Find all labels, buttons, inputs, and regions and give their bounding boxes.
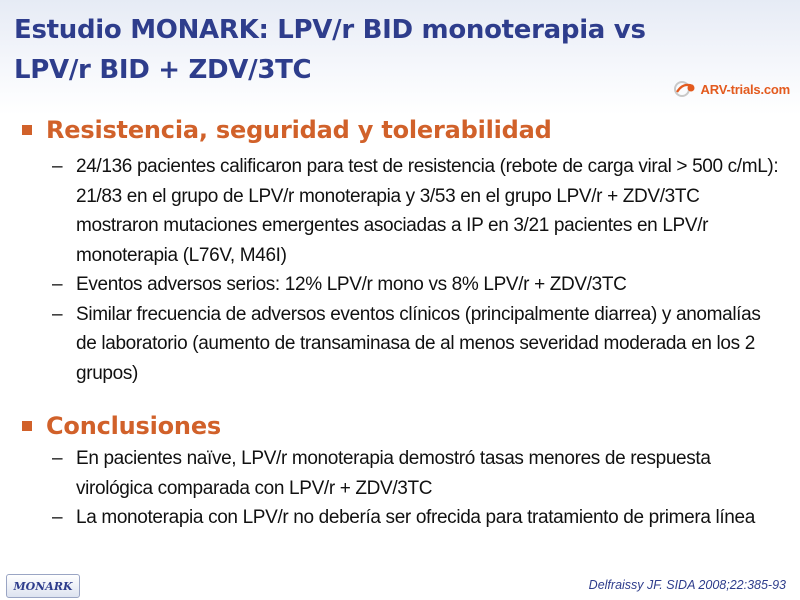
slide-title <box>14 10 654 90</box>
list-item <box>14 444 784 503</box>
list-item-text: Eventos adversos serios: 12% LPV/r mono vs 8% LPV/r + ZDV/3TC <box>76 274 627 295</box>
dash-bullet-icon: – <box>52 303 63 325</box>
list-item-text: En pacientes naïve, LPV/r monoterapia demostró tasas menores de respuesta virológica comparada con LPV/r + ZDV/3TC <box>76 448 711 499</box>
list-item-text: 24/136 pacientes calificaron para test de resistencia (rebote de carga viral > 500 c/mL): 21/83 en el grupo de LPV/r monoterapia y 3/53 en el grupo LPV/r + ZDV/3TC mostraron mutaciones emergentes asociadas a IP en 3/21 pacientes en LPV/r monoterapia (L76V, M46I) <box>76 156 779 266</box>
list-item-text: Similar frecuencia de adversos eventos clínicos (principalmente diarrea) y anomalías de laboratorio (aumento de transaminasa de al menos severidad moderada en los 2 grupos) <box>76 303 761 384</box>
list-item <box>14 270 784 300</box>
arv-trials-logo <box>673 78 790 100</box>
dash-bullet-icon: – <box>52 274 63 295</box>
arv-trials-logo-text: ARV-trials.com <box>700 81 790 97</box>
dash-bullet-icon: – <box>52 156 63 177</box>
citation: Delfraissy JF. SIDA 2008;22:385-93 <box>588 578 786 592</box>
section-conclusiones <box>14 408 784 533</box>
section-heading <box>14 408 784 444</box>
list-item <box>14 300 784 389</box>
list-item <box>14 503 784 533</box>
list-item-text: La monoterapia con LPV/r no debería ser ofrecida para tratamiento de primera línea <box>76 507 755 528</box>
title-line-1: Estudio MONARK: LPV/r BID monoterapia vs <box>14 15 646 45</box>
study-badge: MONARK <box>6 574 80 598</box>
list-item <box>14 152 784 270</box>
square-bullet-icon <box>22 421 32 431</box>
section-resistencia <box>14 112 784 388</box>
square-bullet-icon <box>22 125 32 135</box>
title-line-2: LPV/r BID + ZDV/3TC <box>14 55 312 85</box>
arv-trials-logo-icon <box>673 80 699 98</box>
section-heading-text: Conclusiones <box>46 412 221 440</box>
section-heading <box>14 112 784 148</box>
dash-bullet-icon: – <box>52 448 63 469</box>
section-heading-text: Resistencia, seguridad y tolerabilidad <box>46 116 552 144</box>
dash-bullet-icon: – <box>52 507 63 528</box>
